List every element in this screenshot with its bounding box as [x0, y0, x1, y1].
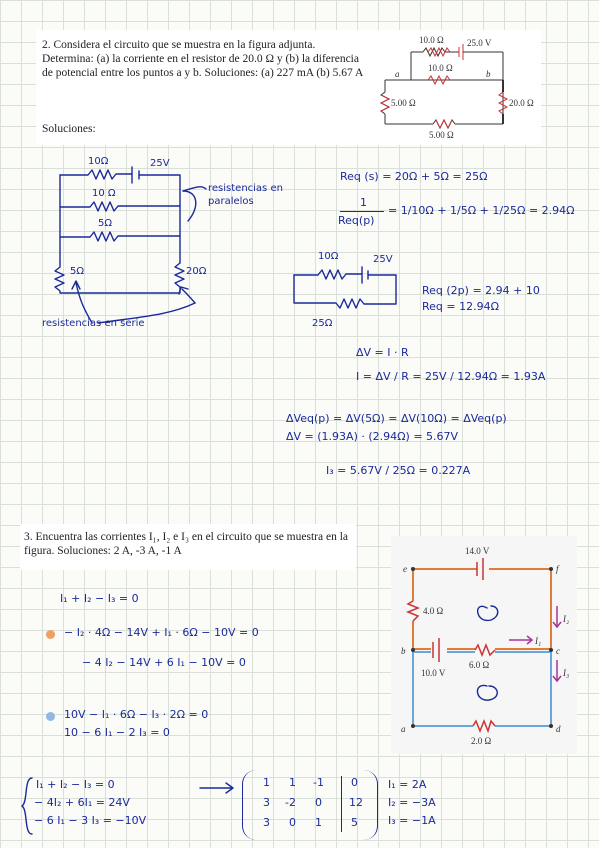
- sketch2-r5-left: 5Ω: [70, 266, 85, 277]
- matrix-cell: 1: [289, 776, 296, 789]
- fig2-label-r-mid: 10.0 Ω: [428, 63, 453, 73]
- matrix-cell: 0: [289, 816, 296, 829]
- fig2-label-r-right: 20.0 Ω: [509, 98, 534, 108]
- fig3-node-e: e: [403, 564, 407, 574]
- problem3-card: [20, 524, 356, 570]
- work2-dv-value: ΔV = (1.93A) · (2.94Ω) = 5.67V: [286, 430, 459, 443]
- fig3-label-r4: 4.0 Ω: [423, 606, 444, 616]
- work2-req-p-rhs: = 1/10Ω + 1/5Ω + 1/25Ω = 2.94Ω: [388, 204, 575, 217]
- work2-fraction-bar: [340, 211, 384, 212]
- fig3-label-r6: 6.0 Ω: [469, 660, 490, 670]
- fig3-label-i1: I₁: [535, 636, 542, 646]
- problem3-statement: 3. Encuentra las corrientes I₁, I₂ e I₃ en el circuito que se muestra en la figura. Soluciones: 2 A, -3 A, -1 A: [24, 531, 348, 557]
- work3-loop2: 10V − I₁ · 6Ω − I₃ · 2Ω = 0: [64, 708, 209, 721]
- work3-system-eq3: − 6 I₁ − 3 I₃ = −10V: [34, 814, 147, 827]
- work3-solution-i2: I₂ = −3A: [388, 796, 436, 809]
- matrix-cell: 0: [351, 776, 358, 789]
- work3-system-brace: [20, 776, 34, 836]
- sketch2-r10-top: 10Ω: [88, 156, 109, 167]
- fig2-label-r-bottom: 5.00 Ω: [429, 130, 454, 140]
- problem3-figure-card: [391, 536, 577, 754]
- problem2-circuit-figure: [373, 30, 541, 145]
- matrix-cell: 12: [349, 796, 363, 809]
- work2-mini-v25: 25V: [373, 254, 393, 265]
- fig3-node-d: d: [556, 724, 561, 734]
- sketch2-v25: 25V: [150, 158, 170, 169]
- fig3-node-a: a: [401, 724, 406, 734]
- matrix-cell: 3: [263, 816, 270, 829]
- sketch2-note-parallel: resistencias en paralelos: [208, 183, 283, 207]
- orange-loop-marker: [46, 630, 55, 639]
- fig3-label-i2: I₂: [563, 614, 570, 624]
- fig3-label-v10: 10.0 V: [421, 668, 446, 678]
- matrix-cell: 0: [315, 796, 322, 809]
- matrix-cell: 1: [315, 816, 322, 829]
- fig3-node-c: c: [556, 646, 560, 656]
- work2-req-2p: Req (2p) = 2.94 + 10: [422, 284, 540, 297]
- work3-solution-i1: I₁ = 2A: [388, 778, 427, 791]
- work2-req-series: Req (s) = 20Ω + 5Ω = 25Ω: [340, 170, 488, 183]
- problem2-statement: 2. Considera el circuito que se muestra en la figura adjunta. Determina: (a) la corriente en el resistor de 20.0 Ω y (b) la diferencia de potencial entre los puntos a y b. Soluciones: (a) 227 mA (b) 5.67 A: [42, 39, 364, 79]
- sketch2-r20-right: 20Ω: [186, 266, 207, 277]
- matrix-cell: 5: [351, 816, 358, 829]
- fig2-node-a: a: [395, 69, 400, 79]
- fig2-label-r-left: 5.00 Ω: [391, 98, 416, 108]
- matrix-divider: [341, 776, 342, 832]
- problem2-figure-card: [373, 30, 541, 145]
- fig2-label-r-top: 10.0 Ω: [419, 35, 444, 45]
- solutions-label: Soluciones:: [42, 123, 96, 135]
- sketch2-r10-mid: 10 Ω: [92, 188, 116, 199]
- fig2-label-battery: 25.0 V: [467, 38, 492, 48]
- fig3-label-i3: I₃: [563, 668, 570, 678]
- matrix-cell: 1: [263, 776, 270, 789]
- work3-loop2-simplified: 10 − 6 I₁ − 2 I₃ = 0: [64, 726, 170, 739]
- work3-system-eq1: I₁ + I₂ − I₃ = 0: [36, 778, 115, 791]
- work2-req-total: Req = 12.94Ω: [422, 300, 500, 313]
- matrix-cell: -1: [313, 776, 324, 789]
- fig2-node-b: b: [486, 69, 491, 79]
- work3-system-eq2: − 4I₂ + 6I₁ = 24V: [34, 796, 130, 809]
- work2-ohm-law: ΔV = I · R: [356, 346, 409, 359]
- fig3-label-r2: 2.0 Ω: [471, 736, 492, 746]
- work2-dv-equality: ΔVeq(p) = ΔV(5Ω) = ΔV(10Ω) = ΔVeq(p): [286, 412, 507, 425]
- work3-solution-i3: I₃ = −1A: [388, 814, 436, 827]
- sketch2-r5-mid: 5Ω: [98, 218, 113, 229]
- blue-loop-marker: [46, 712, 55, 721]
- work2-mini-r25: 25Ω: [312, 318, 333, 329]
- matrix-cell: 3: [263, 796, 270, 809]
- work2-i3: I₃ = 5.67V / 25Ω = 0.227A: [326, 464, 471, 477]
- sketch2-note-series: resistencias en serie: [42, 318, 145, 329]
- fig3-node-b: b: [401, 646, 406, 656]
- work2-req-p-num: 1: [360, 196, 367, 209]
- fig3-label-v14: 14.0 V: [465, 546, 490, 556]
- work3-augmented-matrix: [242, 770, 378, 840]
- work2-req-p-den: Req(p): [338, 214, 375, 227]
- matrix-cell: -2: [285, 796, 296, 809]
- problem2-card: [36, 30, 373, 145]
- work3-loop1: − I₂ · 4Ω − 14V + I₁ · 6Ω − 10V = 0: [64, 626, 259, 639]
- work2-mini-r10: 10Ω: [318, 251, 339, 262]
- work2-current: I = ΔV / R = 25V / 12.94Ω = 1.93A: [356, 370, 546, 383]
- work3-loop1-simplified: − 4 I₂ − 14V + 6 I₁ − 10V = 0: [82, 656, 246, 669]
- problem3-circuit-figure: [391, 536, 577, 754]
- work3-node-equation: I₁ + I₂ − I₃ = 0: [60, 592, 139, 605]
- fig3-node-f: f: [556, 564, 559, 574]
- work3-arrow: [198, 780, 238, 796]
